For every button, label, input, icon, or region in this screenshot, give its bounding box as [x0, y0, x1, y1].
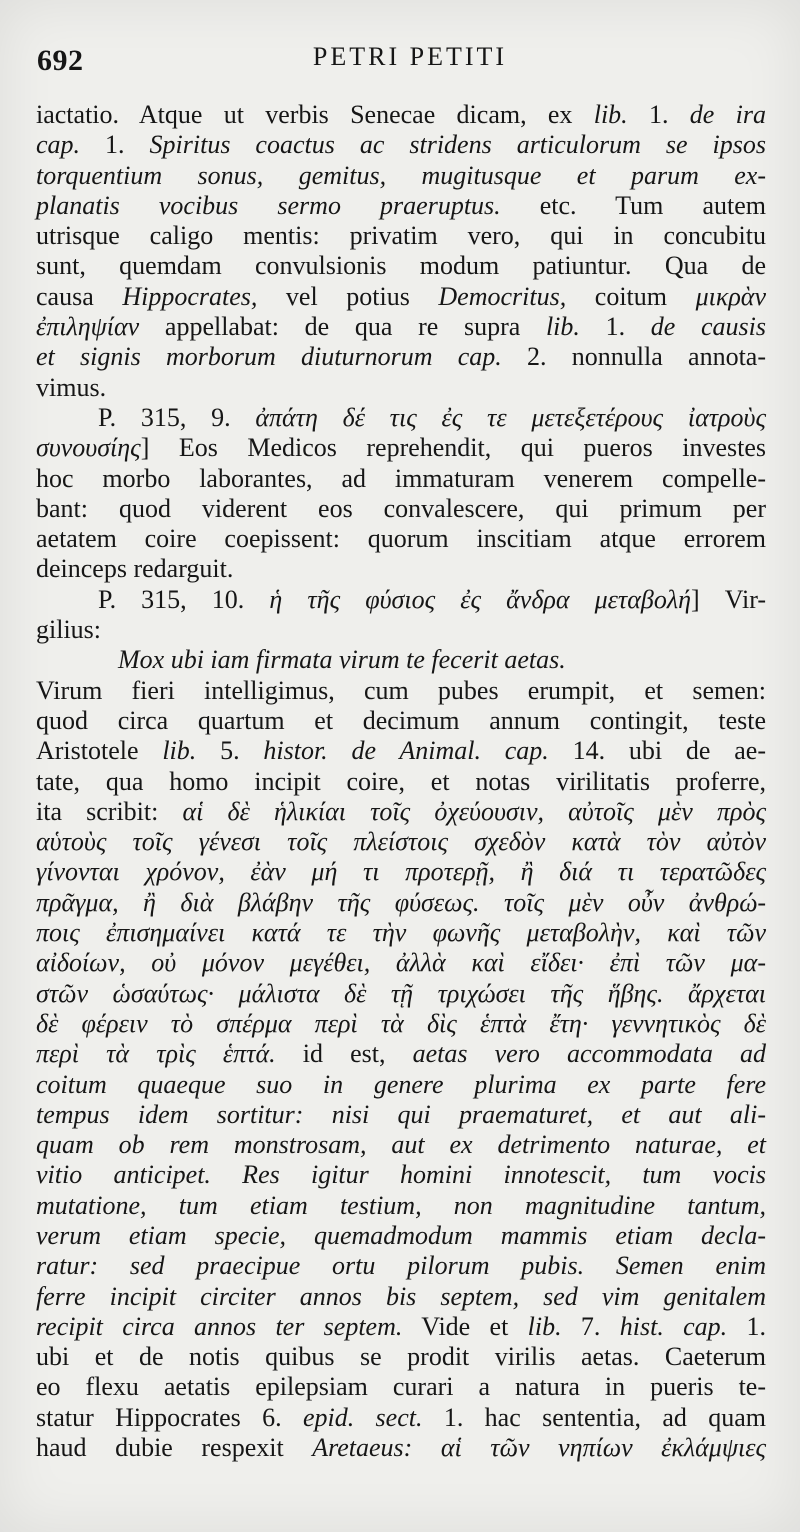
text-line [36, 100, 766, 130]
roman-text: Aristotele [36, 736, 163, 766]
roman-text: P. 315, 10. [98, 584, 270, 614]
roman-text: ] Eos Medicos reprehendit, qui pueros investes [140, 433, 766, 463]
text-line [36, 1372, 766, 1402]
page-header [0, 38, 800, 82]
roman-text: eo flexu aetatis epilepsiam curari a natura in pueris te- [36, 1372, 766, 1402]
roman-text: 1. hac sententia, ad quam [422, 1402, 767, 1432]
roman-text: deinceps redarguit. [36, 554, 234, 584]
text-line [36, 554, 766, 584]
italic-text: αἰδοίων, οὐ μόνον μεγέθει, ἀλλὰ καὶ εἴδει· ἐπὶ τῶν μα- [36, 948, 766, 978]
text-line [36, 1191, 766, 1221]
roman-text: ] Vir- [691, 584, 766, 614]
text-line [36, 1100, 766, 1130]
roman-text: ubi et de notis quibus se prodit virilis aetas. Caeterum [36, 1342, 766, 1372]
text-line [36, 373, 766, 403]
italic-text: ἡ τῆς φύσιος ἐς ἄνδρα μεταβολή [269, 584, 691, 614]
italic-text: αἱ τῶν νηπίων ἐκλάμψιες [440, 1433, 767, 1463]
text-line [36, 888, 766, 918]
roman-text: Vide et [402, 1311, 528, 1341]
text-line [36, 948, 766, 978]
body-text [36, 100, 766, 1463]
text-line [36, 524, 766, 554]
roman-text: gilius: [36, 615, 102, 645]
italic-text: αἱ δὲ ἡλικίαι τοῖς ὀχεύουσιν, αὐτοῖς μὲν πρὸς [182, 796, 766, 826]
text-line [36, 615, 766, 645]
roman-text: hoc morbo laborantes, ad immaturam venerem compelle- [36, 463, 766, 493]
italic-text: lib. [162, 736, 197, 766]
roman-text: id est, [275, 1039, 413, 1069]
italic-text: epid. sect. [302, 1402, 423, 1432]
italic-text: coitum quaeque suo in genere plurima ex parte fere [36, 1069, 766, 1099]
roman-text: utrisque caligo mentis: privatim vero, qui in concubitu [36, 221, 766, 251]
italic-text: ferre incipit circiter annos bis septem, sed vim genitalem [36, 1281, 766, 1311]
italic-text: verum etiam specie, quemadmodum mammis etiam decla- [36, 1220, 766, 1250]
italic-text: lib. [545, 312, 580, 342]
roman-text: 7. [561, 1311, 620, 1341]
roman-text [412, 1433, 441, 1462]
italic-text: quam ob rem monstrosam, aut ex detrimento naturae, et [36, 1130, 766, 1160]
italic-text: mutatione, tum etiam testium, non magnitudine tantum, [36, 1190, 766, 1220]
roman-text: 5. [196, 736, 264, 766]
italic-text: Aretaeus: [312, 1433, 413, 1463]
roman-text: sunt, quemdam convulsionis modum patiuntur. Qua de [36, 251, 766, 281]
italic-text: μικρὰν [695, 281, 766, 311]
text-line [36, 312, 766, 342]
roman-text: ita scribit: [36, 796, 183, 826]
italic-text: γίνονται χρόνον, ἐὰν μή τι προτερῇ, ἢ διά τι τερατῶδες [36, 857, 766, 887]
italic-text: ποις ἐπισημαίνει κατά τε τὴν φωνῆς μεταβολὴν, καὶ τῶν [36, 918, 766, 948]
text-line [36, 1070, 766, 1100]
italic-text: lib. [527, 1311, 562, 1341]
text-line [36, 797, 766, 827]
italic-text: Mox ubi iam firmata virum te fecerit aetas. [118, 645, 566, 675]
roman-text: 1. [627, 100, 690, 129]
text-line [36, 767, 766, 797]
text-line [36, 494, 766, 524]
text-line [36, 736, 766, 766]
italic-text: de causis [650, 312, 767, 342]
roman-text: Virum fieri intelligimus, cum pubes erumpit, et semen: [36, 675, 766, 705]
italic-text: planatis vocibus sermo praeruptus. [36, 190, 501, 220]
text-line [36, 1282, 766, 1312]
italic-text: ratur: sed praecipue ortu pilorum pubis. Semen enim [36, 1251, 766, 1281]
text-line [36, 857, 766, 887]
roman-text: 14. ubi de ae- [548, 736, 766, 766]
page-number: 692 [37, 44, 84, 77]
italic-text: tempus idem sortitur: nisi qui praematuret, et aut ali- [36, 1099, 766, 1129]
italic-text: Spiritus coactus ac stridens articulorum se ipsos [149, 130, 767, 160]
text-line [36, 1433, 766, 1463]
roman-text: bant: quod viderent eos convalescere, qui primum per [36, 493, 766, 523]
text-line [36, 1039, 766, 1069]
italic-text: αὑτοὺς τοῖς γένεσι τοῖς πλείστοις σχεδὸν κατὰ τὸν αὐτὸν [36, 827, 766, 857]
italic-text: torquentium sonus, gemitus, mugitusque et parum ex- [36, 160, 766, 190]
roman-text: aetatem coire coepissent: quorum inscitiam atque errorem [36, 524, 766, 554]
text-line [36, 403, 766, 433]
text-line [36, 827, 766, 857]
text-line [36, 645, 766, 675]
text-line [36, 342, 766, 372]
italic-text: lib. [593, 100, 628, 129]
running-head: PETRI PETITI [312, 42, 508, 71]
italic-text: histor. de Animal. cap. [263, 736, 549, 766]
italic-text: στῶν ὡσαύτως· μάλιστα δὲ τῇ τριχώσει τῆς ἥβης. ἄρχεται [36, 978, 766, 1008]
italic-text: de ira [689, 100, 766, 129]
italic-text: δὲ φέρειν τὸ σπέρμα περὶ τὰ δὶς ἑπτὰ ἔτη· γεννητικὸς δὲ [36, 1008, 766, 1038]
italic-text: recipit circa annos ter septem. [36, 1311, 403, 1341]
italic-text: Hippocrates, [122, 281, 258, 311]
italic-text: aetas vero accommodata ad [412, 1039, 766, 1069]
roman-text: vel potius [257, 281, 439, 311]
text-line [36, 979, 766, 1009]
text-line [36, 433, 766, 463]
text-line [36, 676, 766, 706]
text-line [36, 706, 766, 736]
roman-text: vimus. [36, 372, 107, 402]
italic-text: hist. cap. [619, 1311, 728, 1341]
text-line [36, 191, 766, 221]
text-line [36, 161, 766, 191]
text-line [36, 130, 766, 160]
italic-text: πρᾶγμα, ἢ διὰ βλάβην τῆς φύσεως. τοῖς μὲν οὖν ἀνθρώ- [36, 887, 766, 917]
roman-text: 1. [579, 312, 651, 342]
roman-text: etc. Tum autem [500, 190, 766, 220]
text-line [36, 464, 766, 494]
text-line [36, 282, 766, 312]
text-line [36, 221, 766, 251]
text-line [36, 1403, 766, 1433]
italic-text: ἐπιληψίαν [36, 312, 140, 342]
text-line [36, 585, 766, 615]
roman-text: 1. [80, 130, 150, 160]
roman-text: 2. nonnulla annota- [501, 342, 766, 372]
roman-text: 1. [727, 1311, 767, 1341]
roman-text: iactatio. Atque ut verbis Senecae dicam, ex [36, 100, 594, 129]
text-line [36, 1130, 766, 1160]
text-line [36, 1342, 766, 1372]
italic-text: περὶ τὰ τρὶς ἑπτά. [36, 1039, 276, 1069]
roman-text: statur Hippocrates 6. [36, 1402, 303, 1432]
text-line [36, 1312, 766, 1342]
text-line [36, 251, 766, 281]
italic-text: et signis morborum diuturnorum cap. [36, 342, 502, 372]
italic-text: Democritus, [438, 281, 567, 311]
text-line [36, 1251, 766, 1281]
roman-text: causa [36, 281, 123, 311]
roman-text: haud dubie respexit [36, 1433, 313, 1463]
roman-text: quod circa quartum et decimum annum contingit, teste [36, 705, 766, 735]
italic-text: ἀπάτη δέ τις ἐς τε μετεξετέρους ἰατροὺς [255, 402, 766, 432]
roman-text: P. 315, 9. [98, 402, 256, 432]
text-line [36, 918, 766, 948]
italic-text: vitio anticipet. Res igitur homini innotescit, tum vocis [36, 1160, 766, 1190]
text-line [36, 1221, 766, 1251]
roman-text: tate, qua homo incipit coire, et notas virilitatis proferre, [36, 766, 766, 796]
italic-text: cap. [36, 130, 81, 160]
roman-text: appellabat: de qua re supra [139, 312, 546, 342]
roman-text: coitum [566, 281, 696, 311]
text-line [36, 1009, 766, 1039]
text-line [36, 1160, 766, 1190]
italic-text: συνουσίης [36, 433, 141, 463]
